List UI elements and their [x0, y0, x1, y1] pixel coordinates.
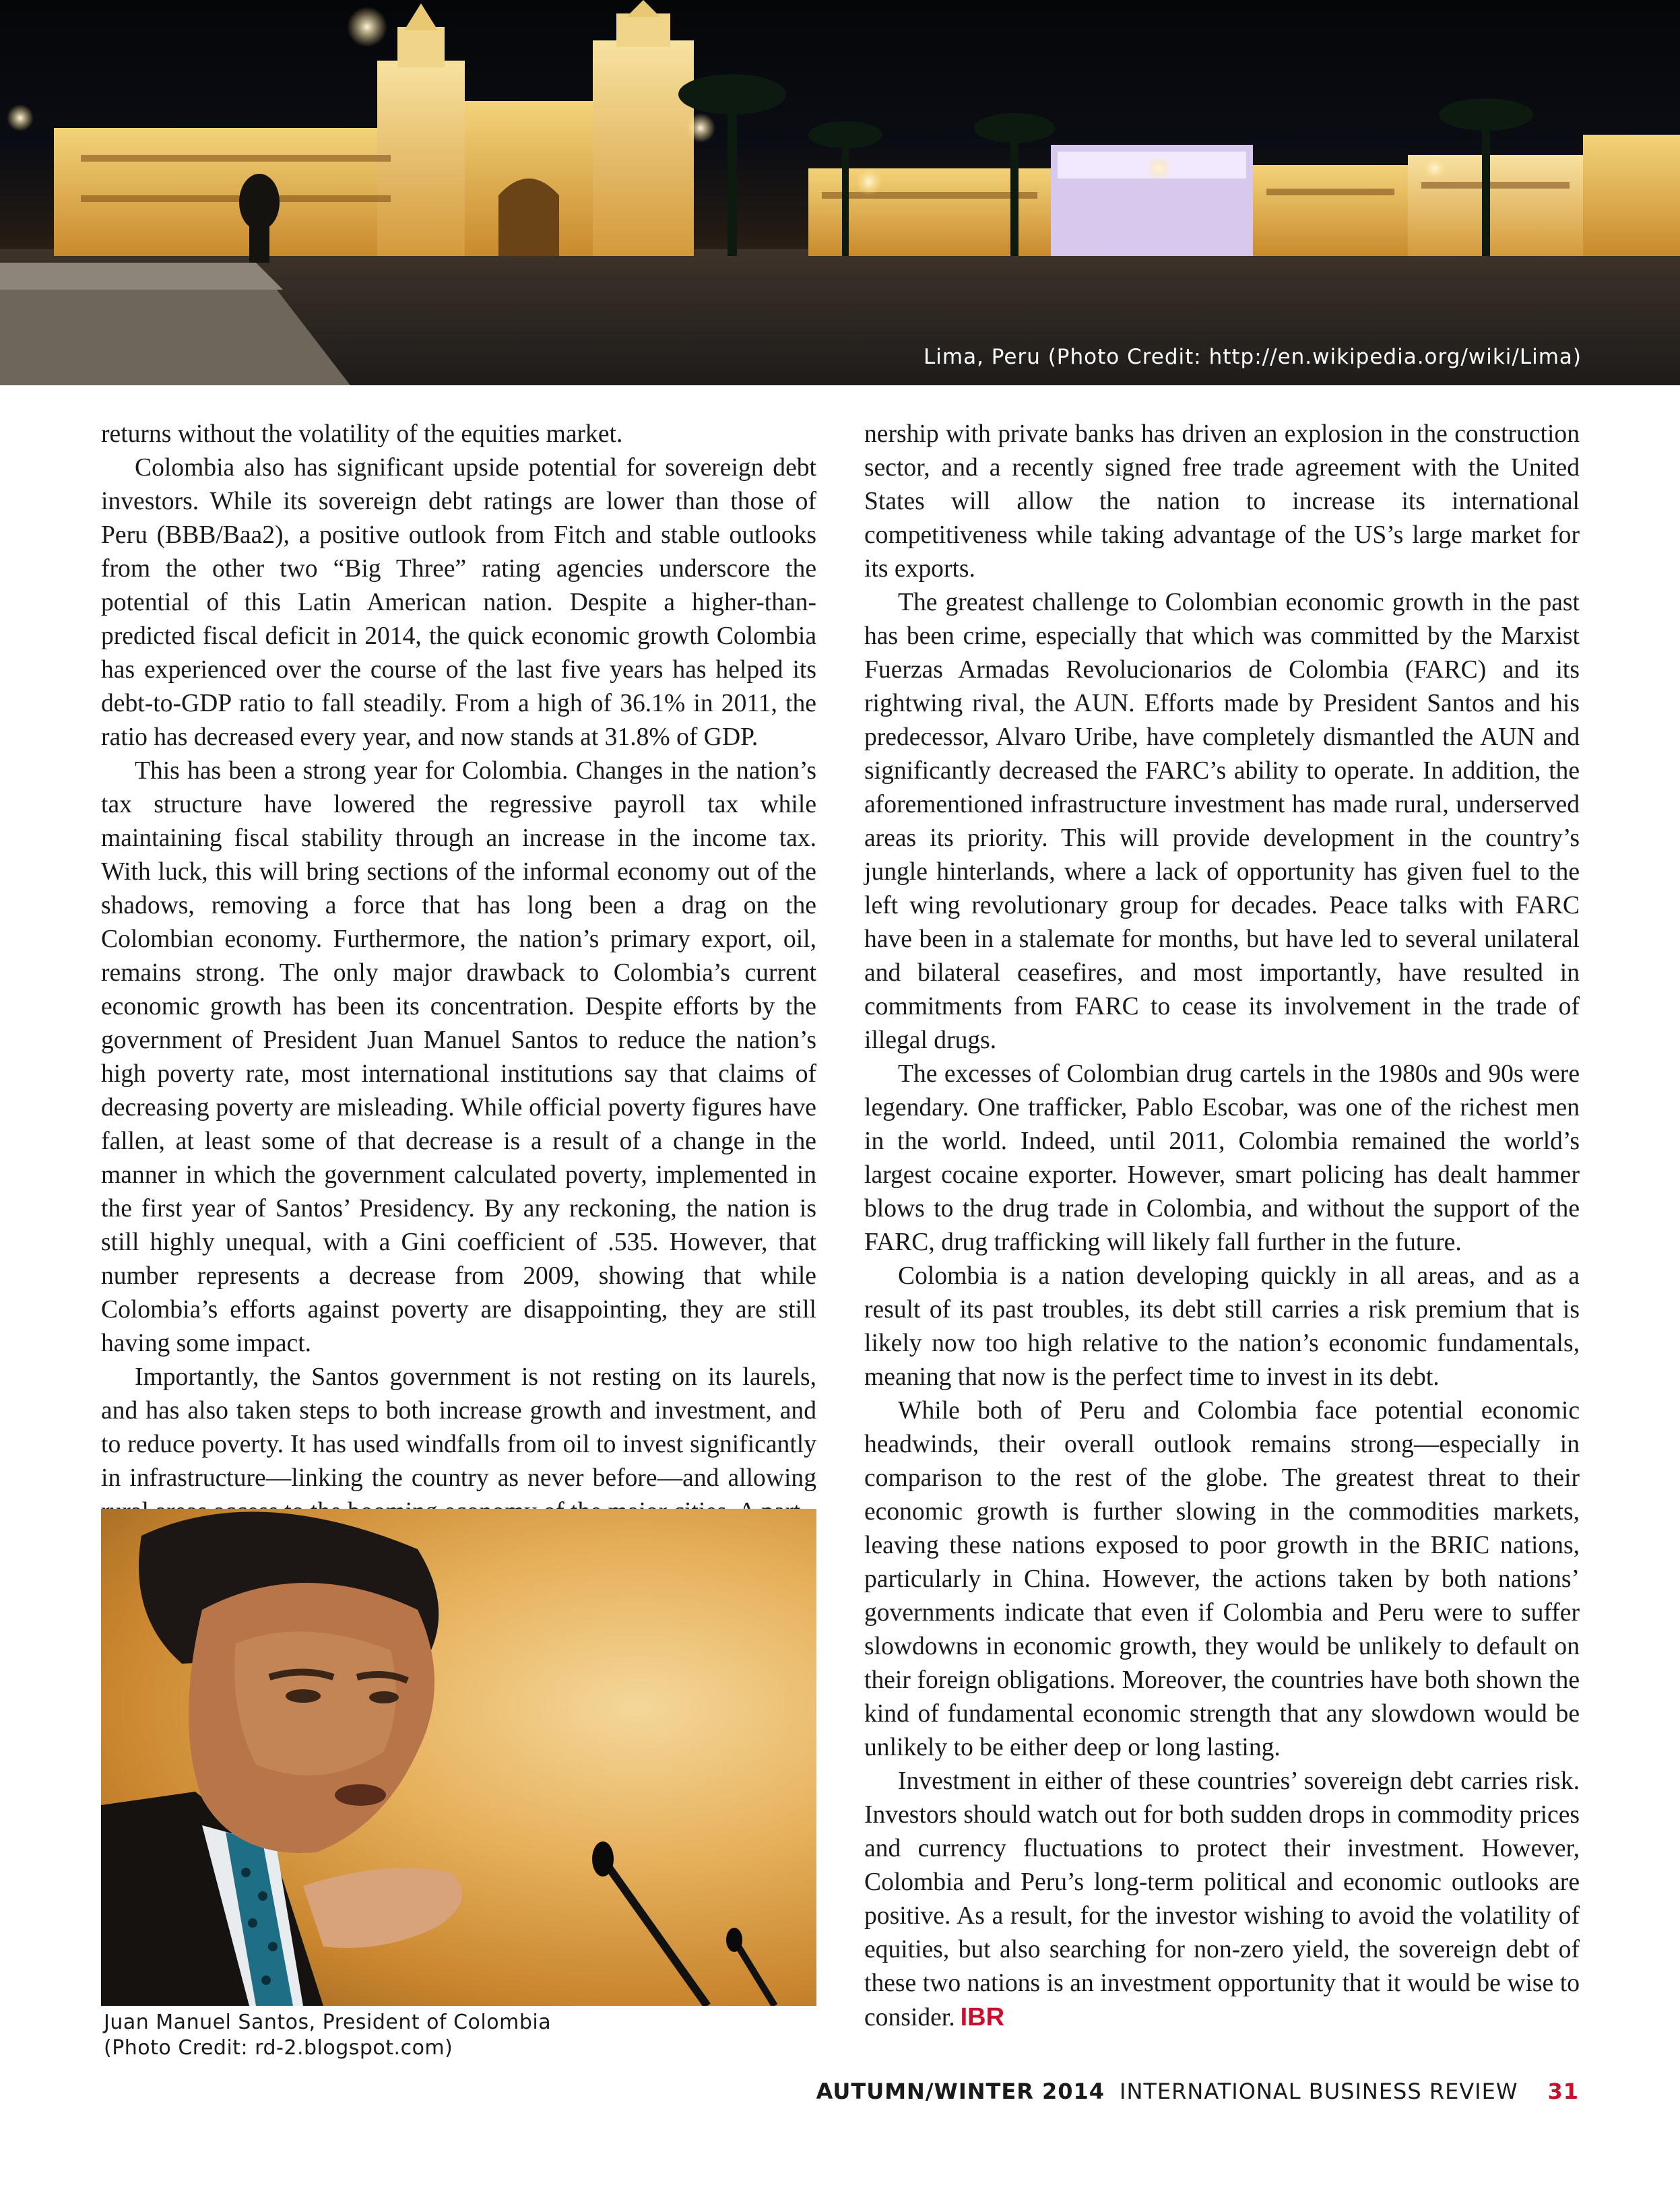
body-paragraph: Importantly, the Santos government is not resting on its laurels, and has also taken steps to both increase growth and investment, and to reduce poverty. It has used windfalls from oil to invest significantly in infrastructure—linking the country as never before—and allowing [101, 1363, 816, 1492]
body-paragraph: While both of Peru and Colombia face potential economic headwinds, their overall outlook remains strong—especially in comparison to the rest of the globe. The greatest threat to their economic growth is further slowing in the commodities markets, leaving these nations exposed to poor growth in the BRIC nations, particularly in China. However, the actions taken by both nations’ governments indicate that even if Colombia and Peru were to suffer slowdowns in economic growth, they would be unlikely to default on their foreign obligations. Moreover, the countries have both shown the kind of fundamental economic strength that any slowdown would be unlikely to be either deep or long lasting. [864, 1397, 1580, 1761]
body-paragraph: nership with private banks has driven an explosion in the construction sector, and a recently signed free trade agreement with the United States will allow the nation to increase its international competitiveness while taking advantage of the US’s large market for its exports. [864, 420, 1580, 583]
footer-issue: AUTUMN/WINTER 2014 [816, 2079, 1105, 2104]
body-paragraph: Colombia is a nation developing quickly in all areas, and as a result of its past troubles, its debt still carries a risk premium that is likely now too high relative to the nation’s economic fundamentals, meaning that now is the perfect time to invest in its debt. [864, 1262, 1580, 1391]
banner-photo [0, 0, 1680, 385]
right-text-column [864, 418, 1580, 2035]
body-paragraph: returns without the volatility of the equities market. [101, 420, 623, 448]
left-text-column [101, 418, 816, 1529]
final-paragraph-text: Investment in either of these countries’ sovereign debt carries risk. Investors should watch out for both sudden drops in commodity prices and currency fluctuations to protect their investment. However, Colombia and Peru’s long-term political and economic outlooks are positive. As a result, for the investor wishing to avoid the volatility of equities, but also searching for non-zero yield, the sovereign debt of these two nations is an investment opportunity that it would be wise to consider. [864, 1767, 1580, 2031]
body-paragraph: The greatest challenge to Colombian economic growth in the past has been crime, especially that which was committed by the Marxist Fuerzas Armadas Revolucionarios de Colombia (FARC) and its rightwing rival, the AUN. Efforts made by President Santos and his predecessor, Alvaro Uribe, have completely dismantled the AUN and significantly decreased the FARC’s ability to operate. In addition, the aforementioned infrastructure investment has made rural, underserved areas its priority. This will provide development in the country’s jungle hinterlands, where a lack of opportunity has given fuel to the left wing revolutionary group for decades. Peace talks with FARC have been in a stalemate for months, but have led to several unilateral and bilateral ceasefires, and most importantly, have resulted in commitments from FARC to cease its involvement in the trade of illegal drugs. [864, 589, 1580, 1054]
ibr-end-mark: IBR [960, 2003, 1005, 2031]
footer-magazine-title: INTERNATIONAL BUSINESS REVIEW [1120, 2079, 1518, 2104]
page-number: 31 [1547, 2079, 1579, 2104]
body-paragraph-final [864, 1765, 1580, 2035]
banner-photo-caption: Lima, Peru (Photo Credit: http://en.wikipedia.org/wiki/Lima) [924, 345, 1582, 369]
portrait-photo [101, 1509, 816, 2006]
body-paragraph: The excesses of Colombian drug cartels in the 1980s and 90s were legendary. One trafficker, Pablo Escobar, was one of the richest men in the world. Indeed, until 2011, Colombia remained the world’s largest cocaine exporter. However, smart policing has dealt hammer blows to the drug trade in Colombia, and without the support of the FARC, drug trafficking will likely fall further in the future. [864, 1060, 1580, 1256]
body-paragraph: Colombia also has significant upside potential for sovereign debt investors. While its sovereign debt ratings are lower than those of Peru (BBB/Baa2), a positive outlook from Fitch and stable outlooks from the other two “Big Three” rating agencies underscore the potential of this Latin American nation. Despite a higher-than-predicted fiscal deficit in 2014, the quick economic growth Colombia has experienced over the course of the last five years has helped its debt-to-GDP ratio to fall steadily. From a high of 36.1% in 2011, the ratio has decreased every year, and now stands at 31.8% of GDP. [101, 454, 816, 751]
portrait-caption-line: Juan Manuel Santos, President of Colombia [104, 2011, 552, 2034]
page-footer [816, 2079, 1579, 2104]
portrait-caption-line: (Photo Credit: rd-2.blogspot.com) [104, 2036, 453, 2060]
lima-night-illustration [0, 0, 1680, 385]
body-paragraph: This has been a strong year for Colombia. Changes in the nation’s tax structure have lowered the regressive payroll tax while maintaining fiscal stability through an increase in the income tax. With luck, this will bring sections of the informal economy out of the shadows, removing a force that has long been a drag on the Colombian economy. Furthermore, the nation’s primary export, oil, remains strong. The only major drawback to Colombia’s current economic growth has been its concentration. Despite efforts by the government of President Juan Manuel Santos to reduce the nation’s high poverty rate, most international institutions say that claims of decreasing poverty are misleading. While official poverty figures have fallen, at least some of that decrease is a result of a change in the manner in which the government calculated poverty, implemented in the first year of Santos’ Presidency. By any reckoning, the nation is still highly unequal, with a Gini coefficient of .535. However, that number represents a decrease from 2009, showing that while Colombia’s efforts against poverty are disappointing, they are still having some impact. [101, 757, 816, 1357]
santos-portrait-illustration [101, 1509, 816, 2006]
portrait-caption [104, 2010, 818, 2061]
